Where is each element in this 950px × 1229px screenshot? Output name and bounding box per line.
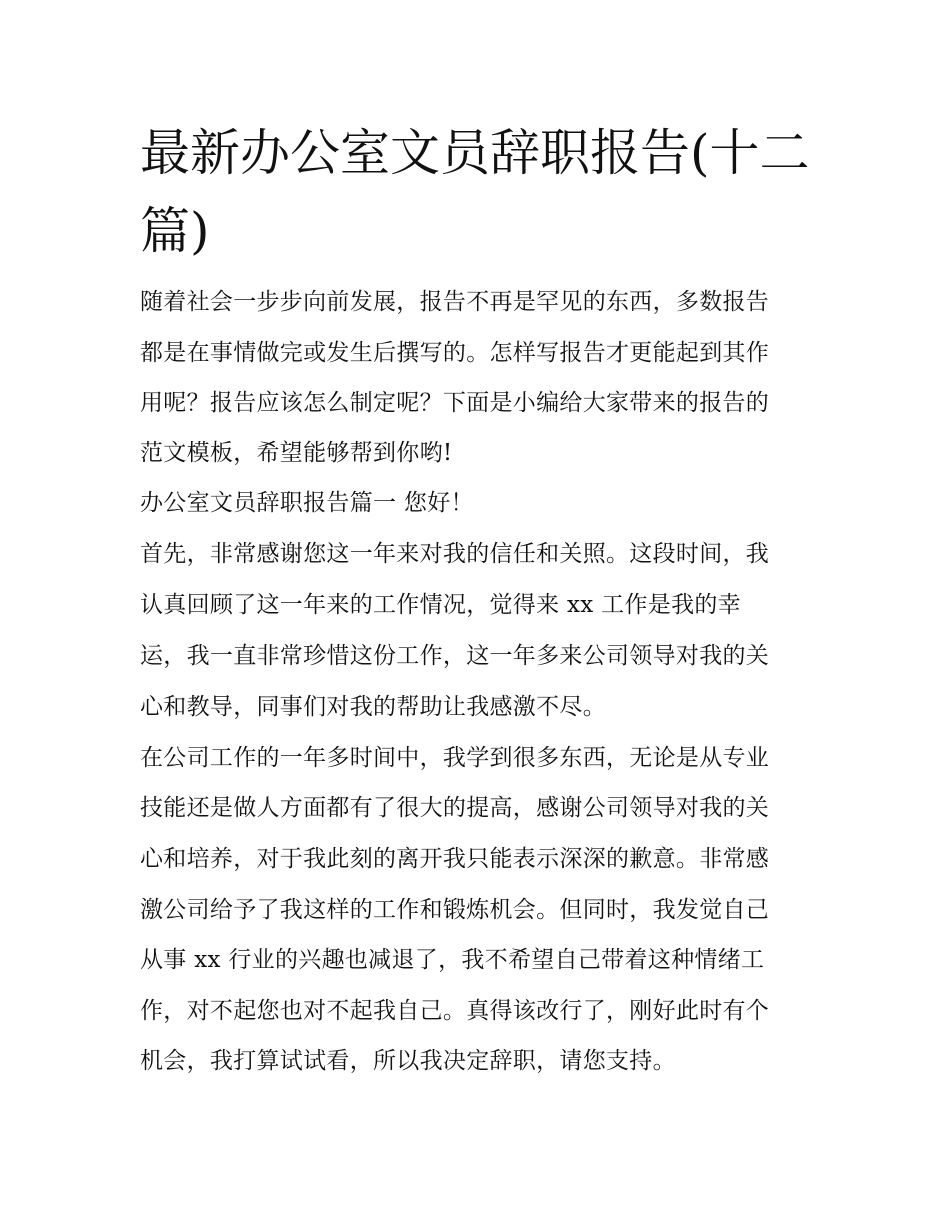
body-line: 范文模板，希望能够帮到你哟!	[140, 440, 453, 466]
body-line: 激公司给予了我这样的工作和锻炼机会。但同时，我发觉自己	[140, 897, 770, 923]
body-line: 用呢？报告应该怎么制定呢？下面是小编给大家带来的报告的	[140, 390, 770, 416]
body-line: 运，我一直非常珍惜这份工作，这一年多来公司领导对我的关	[140, 643, 770, 669]
section-heading-line: 办公室文员辞职报告篇一 您好！	[140, 490, 474, 516]
body-line: 心和培养，对于我此刻的离开我只能表示深深的歉意。非常感	[140, 846, 770, 872]
body-line: 技能还是做人方面都有了很大的提高，感谢公司领导对我的关	[140, 795, 770, 821]
body-line: 心和教导，同事们对我的帮助让我感激不尽。	[140, 694, 606, 720]
body-line: 认真回顾了这一年来的工作情况，觉得来 xx 工作是我的幸	[140, 592, 741, 618]
body-line: 作，对不起您也对不起我自己。真得该改行了，刚好此时有个	[140, 998, 770, 1024]
body-line: 从事 xx 行业的兴趣也减退了，我不希望自己带着这种情绪工	[140, 947, 765, 973]
body-line: 首先，非常感谢您这一年来对我的信任和关照。这段时间，我	[140, 541, 770, 567]
document-title: 最新办公室文员辞职报告(十二篇)	[140, 124, 810, 260]
body-line: 都是在事情做完或发生后撰写的。怎样写报告才更能起到其作	[140, 340, 770, 366]
body-line: 机会，我打算试试看，所以我决定辞职，请您支持。	[140, 1048, 676, 1074]
body-line: 随着社会一步步向前发展，报告不再是罕见的东西，多数报告	[140, 289, 770, 315]
body-line: 在公司工作的一年多时间中，我学到很多东西，无论是从专业	[140, 745, 770, 771]
